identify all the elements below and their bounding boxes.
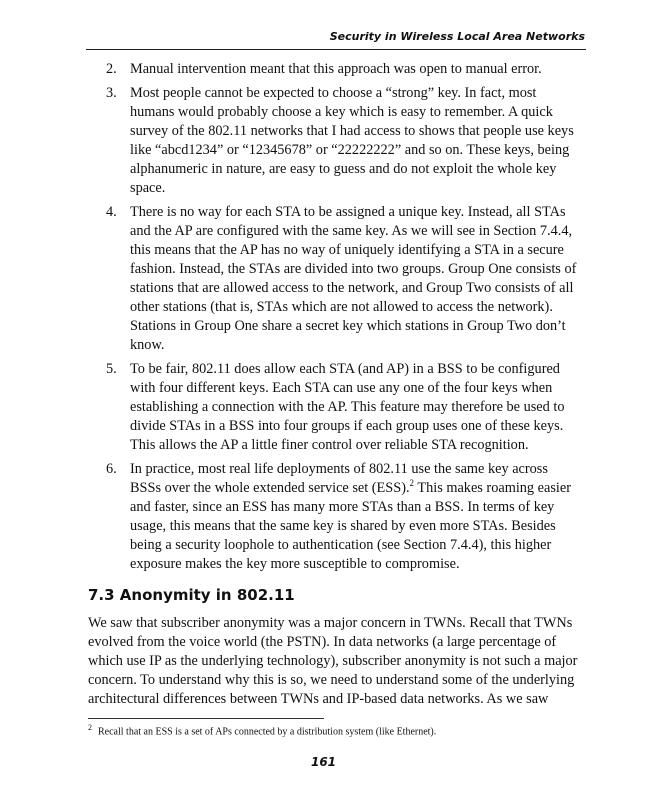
list-item — [88, 60, 582, 79]
list-item-text: Manual intervention meant that this approach was open to manual error. — [130, 61, 542, 77]
footnote-mark: 2 — [88, 723, 92, 732]
list-item-text-end: This makes roaming easier and faster, since an ESS has many more STAs than a BSS. In terms of key usage, this means that the same key is shared by even more STAs. Besides being a security loophole to authentication (see Section 7.4.4), this higher exposure makes the key more susceptible to compromise. — [130, 480, 571, 572]
footnote-rule — [88, 718, 324, 719]
list-item-number: 6. — [106, 461, 117, 477]
header-rule — [86, 49, 586, 50]
footnote-reference: 2 — [409, 478, 415, 489]
page-body — [88, 60, 582, 709]
list-item — [88, 460, 582, 574]
list-item-number: 5. — [106, 361, 117, 377]
list-item-text-start: In practice, most real life deployments of 802.11 use the same key across BSSs over the whole extended service set (ESS). — [130, 461, 548, 496]
page-number: 161 — [310, 755, 337, 769]
list-item-number: 3. — [106, 85, 117, 101]
footnote — [88, 723, 582, 737]
list-item-text: To be fair, 802.11 does allow each STA (and AP) in a BSS to be configured with four different keys. Each STA can use any one of the four keys when establishing a connection with the AP. This feature may therefore be used to divide STAs in a BSS into four groups if each group uses one of these keys. This allows the AP a little finer control over reliable STA recognition. — [130, 361, 565, 453]
body-paragraph: We saw that subscriber anonymity was a major concern in TWNs. Recall that TWNs evolved from the voice world (the PSTN). In data networks (a large percentage of which use IP as the underlying technology), subscriber anonymity is not such a major concern. To understand why this is so, we need to understand some of the underlying architectural differences between TWNs and IP-based data networks. As we saw — [88, 615, 578, 707]
list-item-number: 4. — [106, 204, 117, 220]
list-item — [88, 203, 582, 355]
list-item-text — [130, 460, 582, 574]
footnote-text: Recall that an ESS is a set of APs connected by a distribution system (like Ethernet). — [98, 726, 437, 738]
section-heading: 7.3 Anonymity in 802.11 — [88, 586, 295, 604]
list-item-number: 2. — [106, 61, 117, 77]
list-item — [88, 84, 582, 198]
list-item — [88, 360, 582, 455]
running-header: Security in Wireless Local Area Networks — [329, 30, 585, 43]
list-item-text: There is no way for each STA to be assigned a unique key. Instead, all STAs and the AP are configured with the same key. As we will see in Section 7.4.4, this means that the AP has no way of uniquely identifying a STA in a secure fashion. Instead, the STAs are divided into two groups. Group One consists of stations that are allowed access to the network, and Group Two consists of all other stations (that is, STAs which are not allowed to access the network). Stations in Group One share a secret key which stations in Group Two don’t know. — [130, 204, 577, 353]
list-item-text: Most people cannot be expected to choose a “strong” key. In fact, most humans would probably choose a key which is easy to remember. A quick survey of the 802.11 networks that I had access to shows that people use keys like “abcd1234” or “12345678” or “22222222” and so on. These keys, being alphanumeric in nature, are easy to guess and do not exploit the whole key space. — [130, 85, 574, 196]
numbered-list — [88, 60, 582, 574]
